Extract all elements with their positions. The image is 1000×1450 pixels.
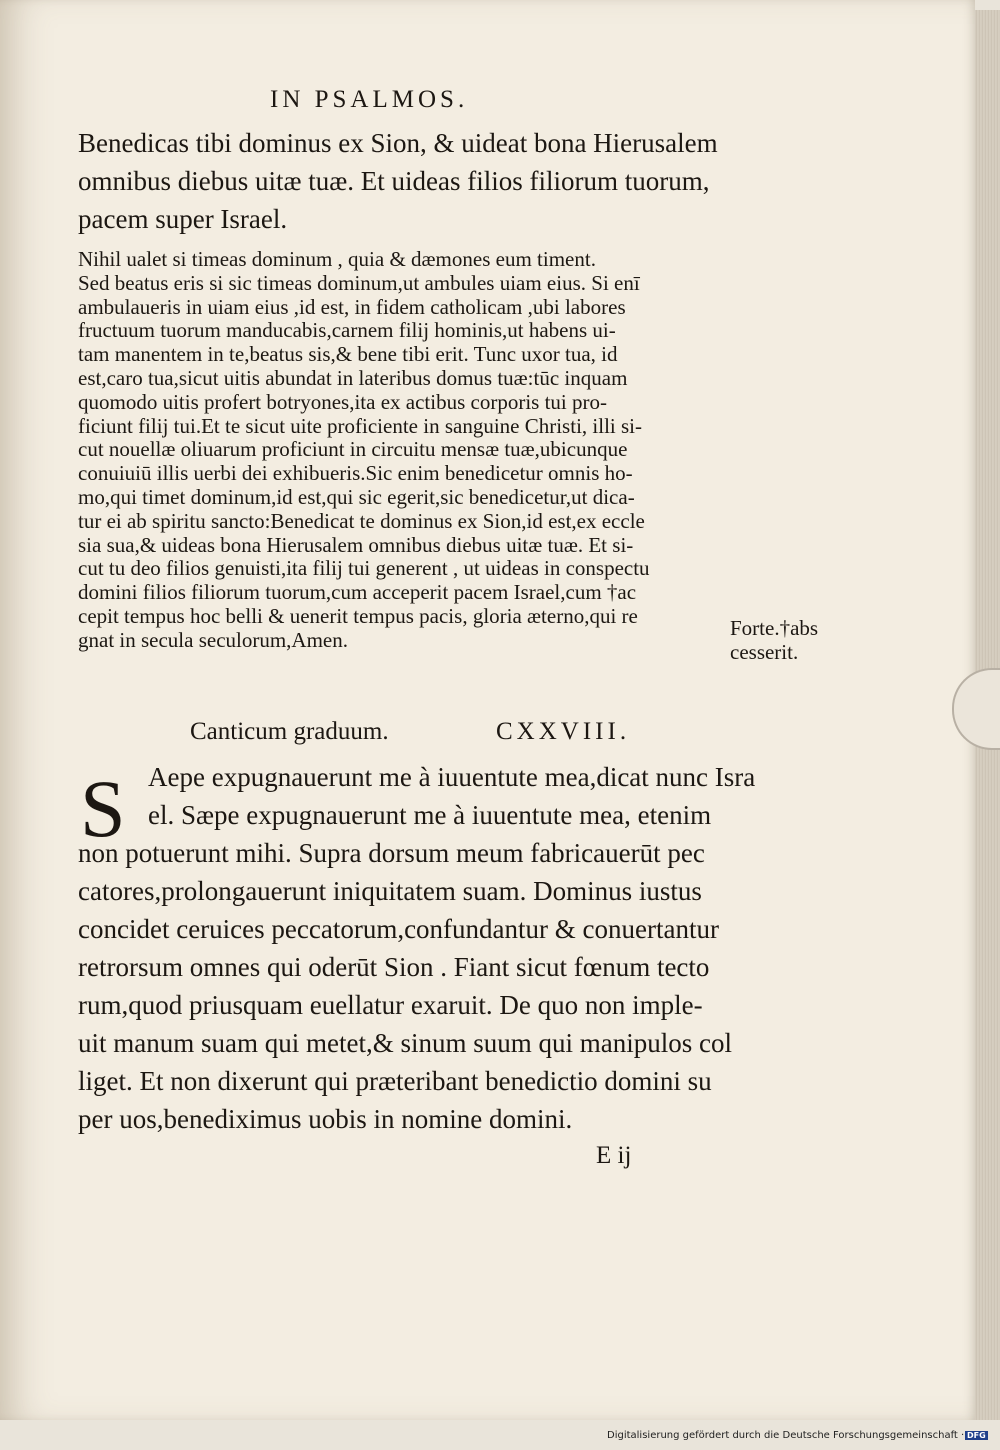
margin-note (730, 616, 818, 664)
text-line: non potuerunt mihi. Supra dorsum meum fabricauerūt pec (78, 838, 705, 868)
text-line: fructuum tuorum manducabis,carnem filij hominis,ut habens ui- (78, 318, 616, 343)
text-line: pacem super Israel. (78, 204, 288, 234)
text-line: rum,quod priusquam euellatur exaruit. De quo non imple- (78, 990, 703, 1020)
text-line: Sed beatus eris si sic timeas dominum,ut ambules uiam eius. Si enī (78, 270, 640, 295)
text-line: Aepe expugnauerunt me à iuuentute mea,dicat nunc Isra (148, 762, 756, 792)
text-line: catores,prolongauerunt iniquitatem suam. Dominus iustus (78, 876, 702, 906)
signature-mark: E ij (596, 1142, 632, 1169)
text-line: Forte.†abs (730, 616, 819, 640)
drop-cap: S (80, 763, 126, 854)
text-line: concidet ceruices peccatorum,confundantur & conuertantur (78, 914, 719, 944)
psalm-text (78, 834, 732, 1138)
psalm-verse (78, 124, 718, 238)
psalm-first-lines (148, 758, 755, 834)
text-line: liget. Et non dixerunt qui præteribant benedictio domini su (78, 1066, 712, 1096)
text-line: Benedicas tibi dominus ex Sion, & uideat bona Hierusalem (78, 128, 718, 158)
text-line: gnat in secula seculorum,Amen. (78, 627, 349, 652)
text-line: est,caro tua,sicut uitis abundat in lateribus domus tuæ:tūc inquam (78, 365, 628, 390)
text-line: per uos,benediximus uobis in nomine domini. (78, 1104, 573, 1134)
text-line: cepit tempus hoc belli & uenerit tempus pacis, gloria æterno,qui re (78, 603, 638, 628)
running-head: IN PSALMOS. (270, 86, 469, 113)
text-line: tur ei ab spiritu sancto:Benedicat te dominus ex Sion,id est,ex eccle (78, 508, 645, 533)
section-heading-title: Canticum graduum. (190, 718, 389, 745)
text-line: ficiunt filij tui.Et te sicut uite proficiente in sanguine Christi, illi si- (78, 413, 642, 438)
text-line: retrorsum omnes qui oderūt Sion . Fiant sicut fœnum tecto (78, 952, 710, 982)
text-line: cesserit. (730, 640, 799, 664)
text-line: ambulaueris in uiam eius ,id est, in fidem catholicam ,ubi labores (78, 294, 626, 319)
text-line: mo,qui timet dominum,id est,qui sic egerit,sic benedicetur,ut dica- (78, 484, 635, 509)
text-line: el. Sæpe expugnauerunt me à iuuentute mea, etenim (148, 800, 712, 830)
digitization-footer: Digitalisierung gefördert durch die Deutsche Forschungsgemeinschaft · (607, 1430, 965, 1441)
text-line: sia sua,& uideas bona Hierusalem omnibus diebus uitæ tuæ. Et si- (78, 532, 634, 557)
text-line: uit manum suam qui metet,& sinum suum qui manipulos col (78, 1028, 732, 1058)
text-line: domini filios filiorum tuorum,cum acceperit pacem Israel,cum †ac (78, 580, 637, 605)
commentary-text (78, 248, 650, 653)
text-line: cut nouellæ oliuarum proficiunt in circuitu mensæ tuæ,ubicunque (78, 437, 628, 462)
text-line: Nihil ualet si timeas dominum , quia & dæmones eum timent. (78, 247, 596, 271)
text-line: quomodo uitis profert botryones,ita ex actibus corporis tui pro- (78, 389, 607, 414)
text-line: omnibus diebus uitæ tuæ. Et uideas filios filiorum tuorum, (78, 166, 710, 196)
text-line: cut tu deo filios genuisti,ita filij tui generent , ut uideas in conspectu (78, 556, 650, 581)
dfg-logo: DFG (967, 1431, 986, 1440)
section-heading-number: CXXVIII. (496, 718, 631, 745)
text-line: tam manentem in te,beatus sis,& bene tibi erit. Tunc uxor tua, id (78, 342, 618, 367)
text-line: conuiuiū illis uerbi dei exhibueris.Sic enim benedicetur omnis ho- (78, 461, 633, 486)
